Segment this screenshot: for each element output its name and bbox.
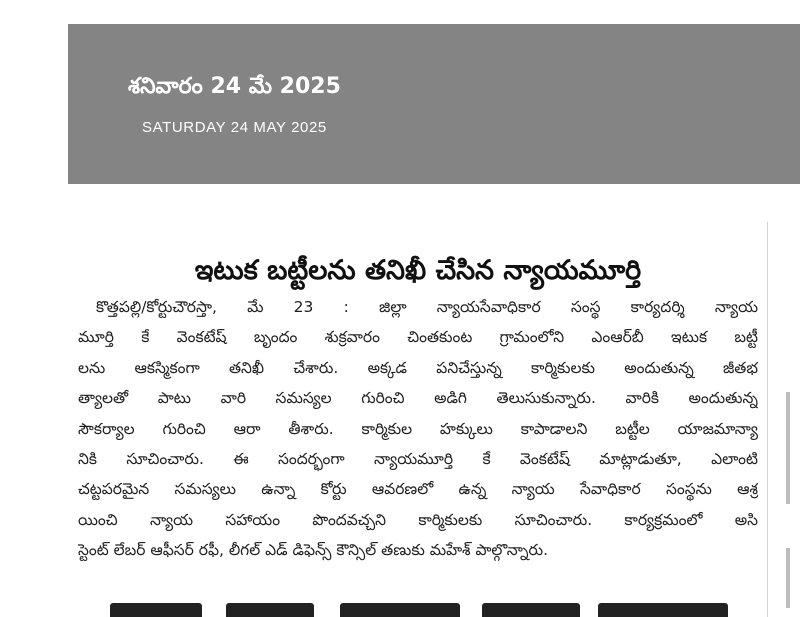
- article-body-line: చట్టపరమైన సమస్యలు ఉన్నా కోర్టు ఆవరణలో ఉన్న న్యాయ సేవాధికార సంస్థను ఆశ్ర: [78, 480, 758, 499]
- article-body-line: స్టెంట్ లేబర్ ఆఫీసర్ రఫీ, లీగల్ ఎడ్ డిఫెన్స్ కౌన్సిల్ తణుకు మహేశ్ పాల్గొన్నారు.: [78, 541, 549, 560]
- cutoff-glyph: [340, 603, 460, 617]
- article-body: [78, 292, 758, 566]
- article-body-line: నికి సూచించారు. ఈ సందర్భంగా న్యాయమూర్తి కే వెంకటేష్ మాట్లాడుతూ, ఎలాంటి: [78, 449, 758, 468]
- article-body-line: యించి న్యాయ సహాయం పొందవచ్చని కార్మికులకు సూచించారు. కార్యక్రమంలో అసి: [78, 510, 758, 529]
- adjacent-column-edge: [786, 392, 790, 504]
- next-article-headline-cutoff: [78, 597, 758, 617]
- adjacent-column-edge-lower: [786, 548, 790, 608]
- date-english: SATURDAY 24 MAY 2025: [142, 119, 327, 136]
- cutoff-glyph: [226, 603, 314, 617]
- cutoff-glyph: [110, 603, 202, 617]
- article-body-line: మూర్తి కే వెంకటేష్ బృందం శుక్రవారం చింతకుంట గ్రామంలోని ఎంఆర్‌బీ ఇటుక బట్టీ: [78, 328, 758, 347]
- article-body-line: త్యాలతో పాటు వారి సమస్యల గురించి అడిగి తెలుసుకున్నారు. వారికి అందుతున్న: [78, 389, 758, 408]
- article-body-line: కొత్తపల్లి/కోర్టుచౌరస్తా, మే 23 : జిల్లా న్యాయసేవాధికార సంస్థ కార్యదర్శి న్యాయ: [96, 298, 758, 316]
- cutoff-glyph: [482, 603, 580, 617]
- article-headline: ఇటుక బట్టీలను తనిఖీ చేసిన న్యాయమూర్తి: [194, 255, 642, 287]
- date-telugu: శనివారం 24 మే 2025: [128, 74, 341, 99]
- date-header-band: [68, 24, 800, 184]
- cutoff-glyph: [598, 603, 728, 617]
- article-body-line: లను ఆకస్మికంగా తనిఖీ చేశారు. అక్కడ పనిచేస్తున్న కార్మికులకు అందుతున్న జీతభ: [78, 358, 758, 377]
- article-body-line: సౌకర్యాల గురించి ఆరా తీశారు. కార్మికుల హక్కులు కాపాడాలని బట్టీల యాజమాన్యా: [78, 419, 758, 438]
- column-divider: [767, 222, 768, 617]
